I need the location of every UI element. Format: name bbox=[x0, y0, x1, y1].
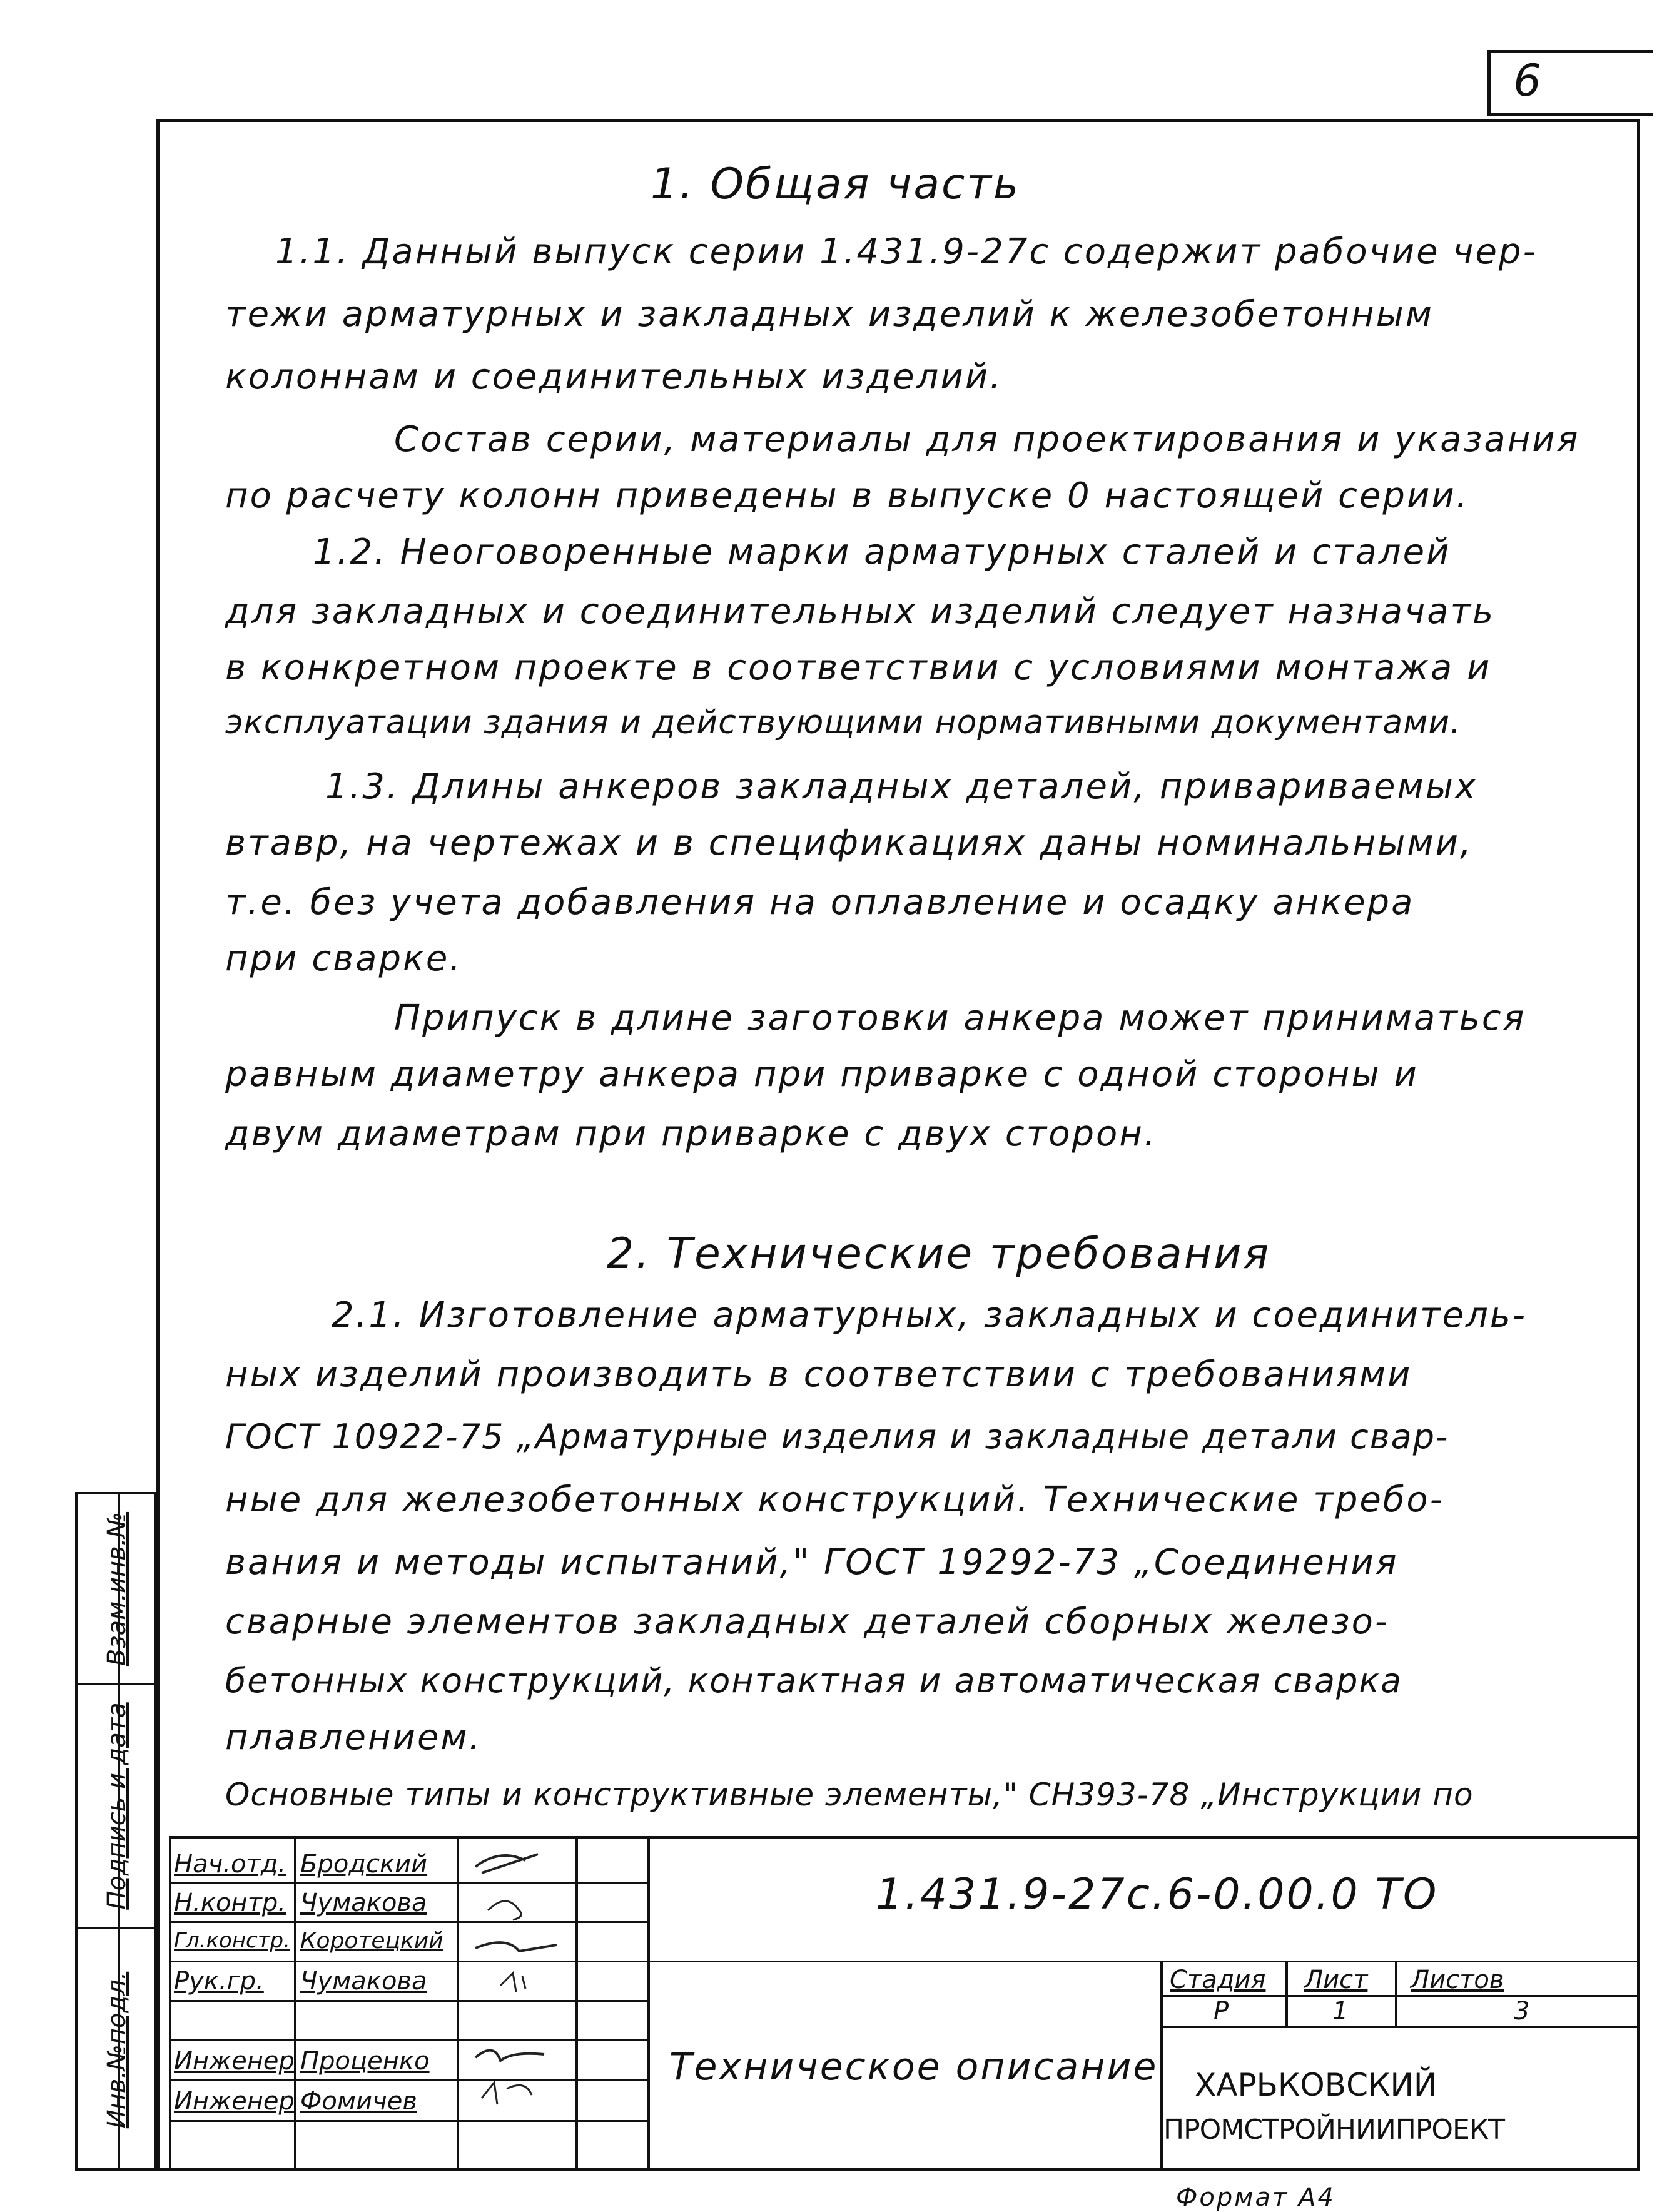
role-group-head: Рук.гр. bbox=[174, 1967, 264, 1996]
name-chumakova: Чумакова bbox=[300, 1889, 427, 1917]
section2-heading: 2. Технические требования bbox=[607, 1229, 1271, 1279]
side-stamp bbox=[75, 1492, 156, 2171]
role-engineer: Инженер bbox=[174, 2047, 295, 2076]
section2-line: Основные типы и конструктивные элементы," СН393-78 „Инструкции по bbox=[225, 1777, 1474, 1813]
sheet-number: 6 bbox=[1513, 55, 1543, 106]
section1-line: в конкретном проекте в соответствии с условиями монтажа и bbox=[225, 647, 1492, 688]
section1-line: колоннам и соединительных изделий. bbox=[225, 357, 1003, 397]
section1-line: втавр, на чертежах и в спецификациях даны номинальными, bbox=[225, 823, 1473, 863]
section1-heading: 1. Общая часть bbox=[651, 160, 1021, 209]
format-label: Формат А4 bbox=[1176, 2183, 1335, 2212]
name-brodsky: Бродский bbox=[300, 1850, 428, 1879]
document-designation: 1.431.9-27с.6-0.00.0 ТО bbox=[876, 1870, 1439, 1919]
sheets-value: 3 bbox=[1514, 1997, 1530, 2026]
document-title: Техническое описание bbox=[669, 2045, 1158, 2089]
role-dept-head: Нач.отд. bbox=[174, 1850, 286, 1879]
section2-line: вания и методы испытаний," ГОСТ 19292-73 „Соединения bbox=[225, 1542, 1399, 1583]
section2-line: ГОСТ 10922-75 „Арматурные изделия и закладные детали свар- bbox=[225, 1417, 1449, 1456]
section1-line: Состав серии, материалы для проектирования и указания bbox=[394, 419, 1580, 460]
name-chumakova: Чумакова bbox=[300, 1967, 427, 1996]
role-engineer: Инженер bbox=[174, 2087, 295, 2116]
name-fomichev: Фомичев bbox=[300, 2087, 417, 2116]
side-stamp-cell-signature bbox=[78, 1685, 156, 1929]
section1-line: двум диаметрам при приварке с двух сторон. bbox=[225, 1114, 1157, 1154]
section1-line: равным диаметру анкера при приварке с одной стороны и bbox=[225, 1054, 1419, 1095]
signature-strokes bbox=[463, 1842, 572, 2117]
name-protsenko: Проценко bbox=[300, 2047, 430, 2076]
section1-line: тежи арматурных и закладных изделий к железобетонным bbox=[225, 294, 1434, 335]
section1-line: эксплуатации здания и действующими нормативными документами. bbox=[225, 704, 1461, 741]
side-stamp-label: Подпись и дата bbox=[103, 1702, 131, 1910]
section1-line: при сварке. bbox=[225, 938, 463, 979]
stage-header: Стадия bbox=[1170, 1966, 1266, 1994]
side-stamp-cell-replacement bbox=[78, 1494, 156, 1685]
sheet-header: Лист bbox=[1304, 1966, 1368, 1994]
section2-line: 2.1. Изготовление арматурных, закладных и соединитель- bbox=[332, 1295, 1528, 1336]
section1-line: Припуск в длине заготовки анкера может приниматься bbox=[394, 998, 1526, 1038]
section2-line: сварные элементов закладных деталей сборных железо- bbox=[225, 1601, 1390, 1642]
organization-line1: ХАРЬКОВСКИЙ bbox=[1195, 2067, 1437, 2103]
section2-line: плавлением. bbox=[225, 1717, 482, 1758]
organization-line2: ПРОМСТРОЙНИИПРОЕКТ bbox=[1163, 2114, 1504, 2146]
side-stamp-label: Взам.инв.№ bbox=[103, 1511, 131, 1666]
section1-line: по расчету колонн приведены в выпуске 0 настоящей серии. bbox=[225, 475, 1469, 516]
side-stamp-label: Инв.№подл. bbox=[103, 1971, 131, 2129]
role-norm-control: Н.контр. bbox=[174, 1889, 286, 1917]
title-block bbox=[169, 1836, 1640, 2171]
section1-line: 1.2. Неоговоренные марки арматурных сталей и сталей bbox=[313, 532, 1451, 572]
section1-line: 1.1. Данный выпуск серии 1.431.9-27с содержит рабочие чер- bbox=[275, 231, 1538, 272]
name-korotetsky: Коротецкий bbox=[300, 1928, 443, 1954]
stage-value: Р bbox=[1214, 1997, 1229, 2026]
section2-line: ных изделий производить в соответствии с требованиями bbox=[225, 1354, 1412, 1395]
section1-line: для закладных и соединительных изделий следует назначать bbox=[225, 591, 1496, 632]
sheets-header: Листов bbox=[1411, 1966, 1504, 1994]
section2-line: ные для железобетонных конструкций. Технические требо- bbox=[225, 1479, 1444, 1520]
role-chief-designer: Гл.констр. bbox=[174, 1928, 290, 1953]
sheet-value: 1 bbox=[1332, 1997, 1349, 2026]
side-stamp-cell-inventory bbox=[78, 1929, 156, 2171]
section1-line: т.е. без учета добавления на оплавление и осадку анкера bbox=[225, 882, 1415, 923]
section1-line: 1.3. Длины анкеров закладных деталей, привариваемых bbox=[325, 766, 1478, 807]
section2-line: бетонных конструкций, контактная и автоматическая сварка bbox=[225, 1661, 1403, 1700]
